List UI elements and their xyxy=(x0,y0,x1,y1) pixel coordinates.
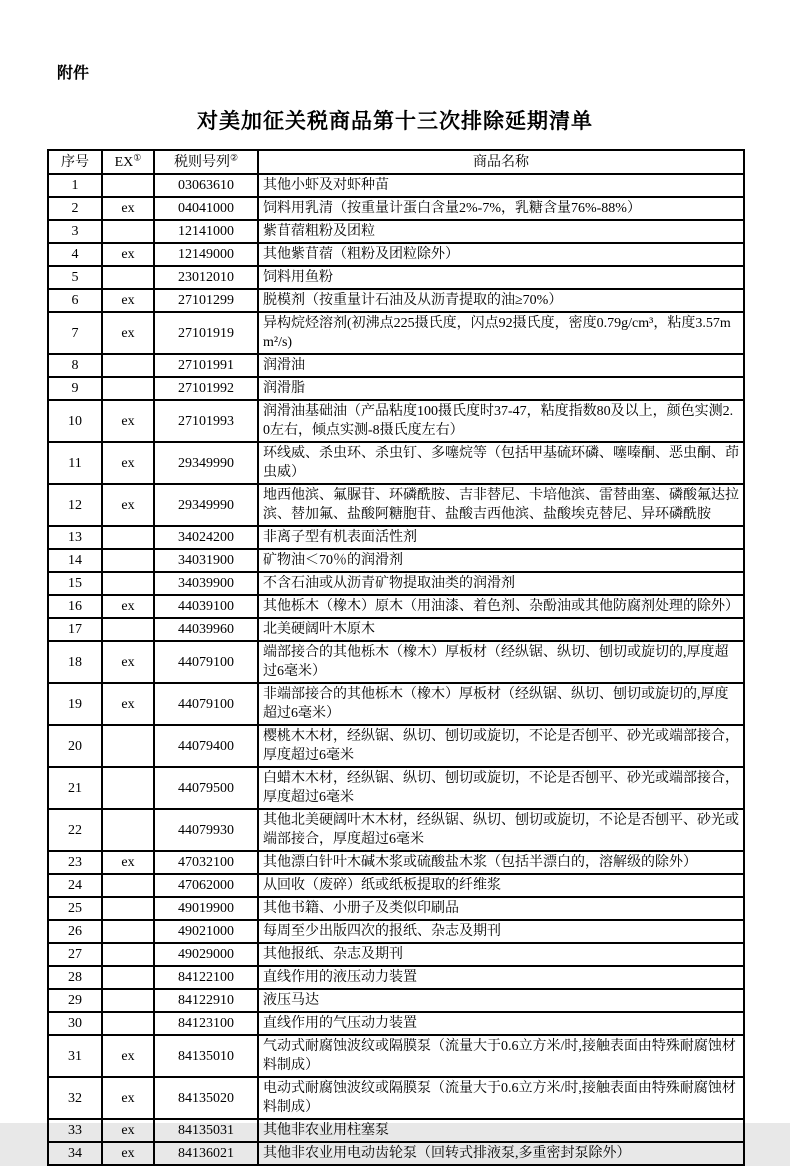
table-row xyxy=(48,1012,744,1035)
cell-name: 矿物油＜70％的润滑剂 xyxy=(258,549,744,572)
cell-ex xyxy=(102,767,154,809)
table-row xyxy=(48,484,744,526)
table-row xyxy=(48,572,744,595)
cell-no: 1 xyxy=(48,174,102,197)
cell-code: 03063610 xyxy=(154,174,258,197)
cell-code: 29349990 xyxy=(154,484,258,526)
cell-no: 4 xyxy=(48,243,102,266)
table-row xyxy=(48,966,744,989)
cell-ex: ex xyxy=(102,641,154,683)
cell-ex: ex xyxy=(102,442,154,484)
cell-ex xyxy=(102,725,154,767)
cell-ex: ex xyxy=(102,243,154,266)
table-row xyxy=(48,1142,744,1165)
cell-name: 润滑油 xyxy=(258,354,744,377)
cell-name: 电动式耐腐蚀波纹或隔膜泵（流量大于0.6立方米/时,接触表面由特殊耐腐蚀材料制成） xyxy=(258,1077,744,1119)
cell-no: 27 xyxy=(48,943,102,966)
cell-no: 32 xyxy=(48,1077,102,1119)
cell-name: 非离子型有机表面活性剂 xyxy=(258,526,744,549)
cell-code: 44039100 xyxy=(154,595,258,618)
header-ex-label: EX xyxy=(114,154,134,170)
cell-ex: ex xyxy=(102,595,154,618)
cell-ex xyxy=(102,966,154,989)
cell-no: 18 xyxy=(48,641,102,683)
cell-ex: ex xyxy=(102,1077,154,1119)
cell-code: 47062000 xyxy=(154,874,258,897)
cell-name: 液压马达 xyxy=(258,989,744,1012)
cell-code: 04041000 xyxy=(154,197,258,220)
cell-code: 44079500 xyxy=(154,767,258,809)
cell-ex xyxy=(102,989,154,1012)
table-row xyxy=(48,851,744,874)
table-row xyxy=(48,809,744,851)
cell-name: 其他小虾及对虾种苗 xyxy=(258,174,744,197)
cell-name: 北美硬阔叶木原木 xyxy=(258,618,744,641)
cell-no: 9 xyxy=(48,377,102,400)
cell-name: 气动式耐腐蚀波纹或隔膜泵（流量大于0.6立方米/时,接触表面由特殊耐腐蚀材料制成） xyxy=(258,1035,744,1077)
cell-ex xyxy=(102,572,154,595)
cell-code: 27101991 xyxy=(154,354,258,377)
cell-name: 其他书籍、小册子及类似印刷品 xyxy=(258,897,744,920)
page-title: 对美加征关税商品第十三次排除延期清单 xyxy=(197,109,593,133)
cell-code: 84122910 xyxy=(154,989,258,1012)
cell-code: 84122100 xyxy=(154,966,258,989)
cell-ex: ex xyxy=(102,1035,154,1077)
table-row xyxy=(48,920,744,943)
cell-no: 13 xyxy=(48,526,102,549)
cell-ex xyxy=(102,354,154,377)
table-row xyxy=(48,683,744,725)
header-product-name xyxy=(258,150,744,174)
cell-name: 其他紫苜蓿（粗粉及团粒除外） xyxy=(258,243,744,266)
cell-name: 饲料用乳清（按重量计蛋白含量2%-7%，乳糖含量76%-88%） xyxy=(258,197,744,220)
table-row xyxy=(48,641,744,683)
table-row xyxy=(48,526,744,549)
cell-name: 其他漂白针叶木碱木浆或硫酸盐木浆（包括半漂白的，溶解级的除外） xyxy=(258,851,744,874)
tariff-exclusion-table xyxy=(47,149,745,1166)
cell-ex xyxy=(102,920,154,943)
cell-code: 44039960 xyxy=(154,618,258,641)
cell-no: 26 xyxy=(48,920,102,943)
cell-name: 其他非农业用电动齿轮泵（回转式排液泵,多重密封泵除外） xyxy=(258,1142,744,1165)
header-product-name-label: 商品名称 xyxy=(473,154,529,170)
cell-ex xyxy=(102,220,154,243)
cell-ex: ex xyxy=(102,851,154,874)
cell-code: 29349990 xyxy=(154,442,258,484)
cell-no: 5 xyxy=(48,266,102,289)
cell-code: 49019900 xyxy=(154,897,258,920)
cell-code: 84136021 xyxy=(154,1142,258,1165)
cell-name: 每周至少出版四次的报纸、杂志及期刊 xyxy=(258,920,744,943)
cell-ex xyxy=(102,618,154,641)
cell-name: 其他非农业用柱塞泵 xyxy=(258,1119,744,1142)
ex-footnote-mark: ① xyxy=(133,151,142,162)
table-row xyxy=(48,442,744,484)
cell-name: 润滑脂 xyxy=(258,377,744,400)
cell-name: 其他栎木（橡木）原木（用油漆、着色剂、杂酚油或其他防腐剂处理的除外） xyxy=(258,595,744,618)
cell-code: 49021000 xyxy=(154,920,258,943)
cell-name: 异构烷烃溶剂(初沸点225摄氏度，闪点92摄氏度，密度0.79g/cm³，粘度3.57mm²/s) xyxy=(258,312,744,354)
header-ex xyxy=(102,150,154,174)
cell-no: 25 xyxy=(48,897,102,920)
cell-name: 地西他滨、氟脲苷、环磷酰胺、吉非替尼、卡培他滨、雷替曲塞、磷酸氟达拉滨、替加氟、盐酸阿糖胞苷、盐酸吉西他滨、盐酸埃克替尼、异环磷酰胺 xyxy=(258,484,744,526)
cell-no: 7 xyxy=(48,312,102,354)
cell-code: 34024200 xyxy=(154,526,258,549)
cell-code: 84123100 xyxy=(154,1012,258,1035)
cell-no: 31 xyxy=(48,1035,102,1077)
table-row xyxy=(48,354,744,377)
cell-no: 19 xyxy=(48,683,102,725)
cell-name: 非端部接合的其他栎木（橡木）厚板材（经纵锯、纵切、刨切或旋切的,厚度超过6毫米） xyxy=(258,683,744,725)
table-row xyxy=(48,1119,744,1142)
cell-name: 其他北美硬阔叶木木材，经纵锯、纵切、刨切或旋切，不论是否刨平、砂光或端部接合，厚度超过6毫米 xyxy=(258,809,744,851)
cell-no: 10 xyxy=(48,400,102,442)
cell-no: 14 xyxy=(48,549,102,572)
table-body xyxy=(48,174,744,1165)
cell-code: 12149000 xyxy=(154,243,258,266)
cell-no: 6 xyxy=(48,289,102,312)
cell-ex xyxy=(102,549,154,572)
cell-no: 15 xyxy=(48,572,102,595)
cell-code: 34039900 xyxy=(154,572,258,595)
cell-name: 环线威、杀虫环、杀虫钉、多噻烷等（包括甲基硫环磷、噻嗪酮、恶虫酮、茚虫威） xyxy=(258,442,744,484)
cell-ex xyxy=(102,174,154,197)
cell-code: 27101993 xyxy=(154,400,258,442)
table-row xyxy=(48,725,744,767)
cell-ex xyxy=(102,526,154,549)
cell-no: 11 xyxy=(48,442,102,484)
cell-ex: ex xyxy=(102,289,154,312)
table-row xyxy=(48,549,744,572)
cell-ex xyxy=(102,1012,154,1035)
table-row xyxy=(48,377,744,400)
cell-ex: ex xyxy=(102,683,154,725)
cell-name: 其他报纸、杂志及期刊 xyxy=(258,943,744,966)
table-header-row xyxy=(48,150,744,174)
cell-no: 20 xyxy=(48,725,102,767)
cell-name: 紫苜蓿粗粉及团粒 xyxy=(258,220,744,243)
cell-no: 16 xyxy=(48,595,102,618)
table-row xyxy=(48,266,744,289)
cell-ex xyxy=(102,943,154,966)
cell-no: 29 xyxy=(48,989,102,1012)
header-serial-number-label: 序号 xyxy=(61,154,89,170)
cell-no: 17 xyxy=(48,618,102,641)
cell-no: 33 xyxy=(48,1119,102,1142)
table-row xyxy=(48,943,744,966)
cell-name: 樱桃木木材，经纵锯、纵切、刨切或旋切，不论是否刨平、砂光或端部接合，厚度超过6毫米 xyxy=(258,725,744,767)
cell-ex xyxy=(102,809,154,851)
cell-name: 润滑油基础油（产品粘度100摄氏度时37-47，粘度指数80及以上，颜色实测2.0左右，倾点实测-8摄氏度左右） xyxy=(258,400,744,442)
attachment-label: 附件 xyxy=(57,65,90,82)
cell-ex xyxy=(102,897,154,920)
cell-name: 直线作用的气压动力装置 xyxy=(258,1012,744,1035)
table-row xyxy=(48,289,744,312)
cell-ex: ex xyxy=(102,197,154,220)
table-row xyxy=(48,595,744,618)
cell-no: 30 xyxy=(48,1012,102,1035)
cell-name: 从回收（废碎）纸或纸板提取的纤维浆 xyxy=(258,874,744,897)
table-row xyxy=(48,220,744,243)
cell-ex: ex xyxy=(102,400,154,442)
table-row xyxy=(48,243,744,266)
cell-ex xyxy=(102,377,154,400)
table-row xyxy=(48,1077,744,1119)
cell-code: 44079930 xyxy=(154,809,258,851)
table-row xyxy=(48,618,744,641)
cell-name: 直线作用的液压动力装置 xyxy=(258,966,744,989)
table-row xyxy=(48,312,744,354)
cell-no: 8 xyxy=(48,354,102,377)
table-row xyxy=(48,989,744,1012)
cell-name: 端部接合的其他栎木（橡木）厚板材（经纵锯、纵切、刨切或旋切的,厚度超过6毫米） xyxy=(258,641,744,683)
cell-name: 饲料用鱼粉 xyxy=(258,266,744,289)
cell-code: 49029000 xyxy=(154,943,258,966)
cell-code: 84135010 xyxy=(154,1035,258,1077)
cell-ex: ex xyxy=(102,312,154,354)
cell-code: 84135020 xyxy=(154,1077,258,1119)
cell-no: 24 xyxy=(48,874,102,897)
cell-code: 27101992 xyxy=(154,377,258,400)
header-tariff-code-label: 税则号列 xyxy=(173,154,230,170)
cell-name: 脱模剂（按重量计石油及从沥青提取的油≥70%） xyxy=(258,289,744,312)
cell-no: 2 xyxy=(48,197,102,220)
cell-code: 12141000 xyxy=(154,220,258,243)
table-row xyxy=(48,197,744,220)
cell-ex xyxy=(102,874,154,897)
cell-ex: ex xyxy=(102,484,154,526)
cell-code: 44079100 xyxy=(154,641,258,683)
table-row xyxy=(48,400,744,442)
table-row xyxy=(48,767,744,809)
cell-name: 白蜡木木材，经纵锯、纵切、刨切或旋切，不论是否刨平、砂光或端部接合，厚度超过6毫米 xyxy=(258,767,744,809)
header-tariff-code xyxy=(154,150,258,174)
table-header xyxy=(48,150,744,174)
cell-no: 21 xyxy=(48,767,102,809)
cell-ex xyxy=(102,266,154,289)
cell-code: 27101919 xyxy=(154,312,258,354)
table-row xyxy=(48,897,744,920)
cell-ex: ex xyxy=(102,1119,154,1142)
cell-code: 27101299 xyxy=(154,289,258,312)
cell-no: 22 xyxy=(48,809,102,851)
cell-code: 44079100 xyxy=(154,683,258,725)
cell-code: 47032100 xyxy=(154,851,258,874)
cell-code: 44079400 xyxy=(154,725,258,767)
cell-no: 34 xyxy=(48,1142,102,1165)
cell-no: 28 xyxy=(48,966,102,989)
tariff-code-footnote-mark: ② xyxy=(229,151,239,162)
table-row xyxy=(48,174,744,197)
cell-code: 23012010 xyxy=(154,266,258,289)
cell-no: 3 xyxy=(48,220,102,243)
cell-code: 84135031 xyxy=(154,1119,258,1142)
cell-no: 12 xyxy=(48,484,102,526)
cell-name: 不含石油或从沥青矿物提取油类的润滑剂 xyxy=(258,572,744,595)
header-serial-number xyxy=(48,150,102,174)
cell-code: 34031900 xyxy=(154,549,258,572)
cell-no: 23 xyxy=(48,851,102,874)
cell-ex: ex xyxy=(102,1142,154,1165)
table-row xyxy=(48,874,744,897)
table-row xyxy=(48,1035,744,1077)
